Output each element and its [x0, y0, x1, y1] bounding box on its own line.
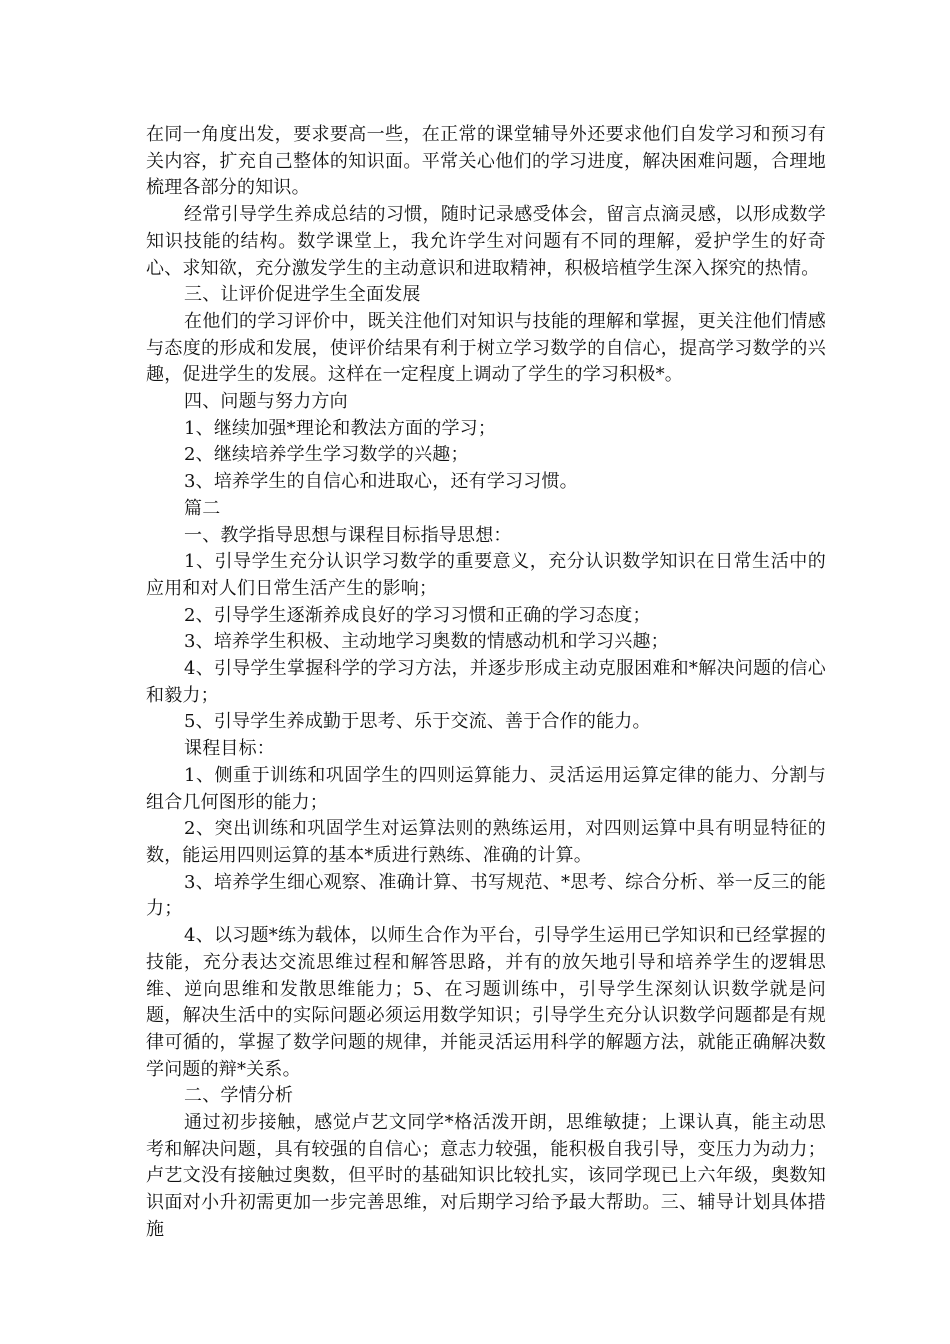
list-item: 2、继续培养学生学习数学的兴趣；	[184, 444, 469, 466]
paragraph: 在同一角度出发，要求要高一些，在正常的课堂辅导外还要求他们自发学习和预习有关内容，扩充自己整体的知识面。平常关心他们的学习进度，解决困难问题，合理地梳理各部分的知识。	[146, 124, 826, 199]
document-body	[146, 122, 826, 1244]
list-item: 4、以习题*练为载体，以师生合作为平台，引导学生运用已学知识和已经掌握的技能，充分表达交流思维过程和解答思路，并有的放矢地引导和培养学生的逻辑思维、逆向思维和发散思维能力；5、在习题训练中，引导学生深刻认识数学就是问题，解决生活中的实际问题必须运用数学知识；引导学生充分认识数学问题都是有规律可循的，掌握了数学问题的规律，并能灵活运用科学的解题方法，就能正确解决数学问题的辩*关系。	[146, 925, 826, 1080]
paragraph: 通过初步接触，感觉卢艺文同学*格活泼开朗，思维敏捷；上课认真，能主动思考和解决问题，具有较强的自信心；意志力较强，能积极自我引导，变压力为动力；卢艺文没有接触过奥数，但平时的基础知识比较扎实，该同学现已上六年级，奥数知识面对小升初需更加一步完善思维，对后期学习给予最大帮助。三、辅导计划具体措施	[146, 1112, 826, 1240]
list-item: 1、侧重于训练和巩固学生的四则运算能力、灵活运用运算定律的能力、分割与组合几何图形的能力；	[146, 764, 826, 813]
list-item: 1、继续加强*理论和教法方面的学习；	[184, 417, 497, 439]
paragraph: 经常引导学生养成总结的习惯，随时记录感受体会，留言点滴灵感，以形成数学知识技能的结构。数学课堂上，我允许学生对问题有不同的理解，爱护学生的好奇心、求知欲，充分激发学生的主动意识和进取精神，积极培植学生深入探究的热情。	[146, 204, 826, 279]
section-heading: 课程目标：	[184, 738, 275, 760]
section-heading: 二、学情分析	[184, 1085, 294, 1107]
list-item: 3、培养学生细心观察、准确计算、书写规范、*思考、综合分析、举一反三的能力；	[146, 871, 826, 920]
list-item: 5、引导学生养成勤于思考、乐于交流、善于合作的能力。	[184, 711, 651, 733]
section-heading: 篇二	[184, 497, 221, 519]
section-heading: 四、问题与努力方向	[184, 391, 348, 413]
section-heading: 三、让评价促进学生全面发展	[184, 284, 421, 306]
list-item: 4、引导学生掌握科学的学习方法，并逐步形成主动克服困难和*解决问题的信心和毅力；	[146, 658, 826, 706]
section-heading: 一、教学指导思想与课程目标指导思想：	[184, 524, 512, 546]
list-item: 2、引导学生逐渐养成良好的学习习惯和正确的学习态度；	[184, 604, 651, 626]
list-item: 1、引导学生充分认识学习数学的重要意义，充分认识数学知识在日常生活中的应用和对人们日常生活产生的影响；	[146, 551, 826, 599]
list-item: 2、突出训练和巩固学生对运算法则的熟练运用，对四则运算中具有明显特征的数，能运用四则运算的基本*质进行熟练、准确的计算。	[146, 818, 826, 866]
list-item: 3、培养学生的自信心和进取心，还有学习习惯。	[184, 471, 578, 493]
list-item: 3、培养学生积极、主动地学习奥数的情感动机和学习兴趣；	[184, 631, 669, 653]
paragraph: 在他们的学习评价中，既关注他们对知识与技能的理解和掌握，更关注他们情感与态度的形成和发展，使评价结果有利于树立学习数学的自信心，提高学习数学的兴趣，促进学生的发展。这样在一定程度上调动了学生的学习积极*。	[146, 310, 826, 386]
